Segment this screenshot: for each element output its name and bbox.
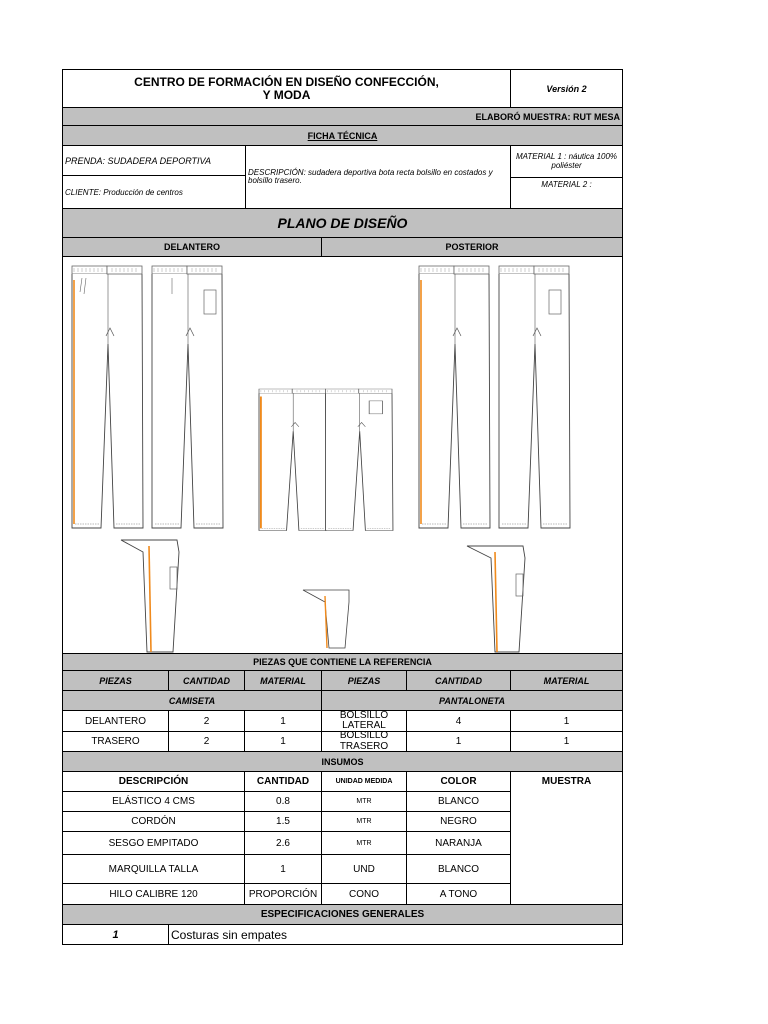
side-view-center [303, 590, 349, 648]
pants-technical-drawing [63, 256, 622, 653]
color-col-header: COLOR [406, 771, 511, 792]
insumo-cantidad: 0.8 [244, 791, 322, 812]
insumo-cantidad: 1 [244, 854, 322, 884]
pieza-cell: TRASERO [62, 731, 169, 752]
insumo-color: NEGRO [406, 811, 511, 832]
version-cell: Versión 2 [510, 69, 623, 108]
cantidad-cell: 2 [168, 731, 245, 752]
piezas-col-header: PIEZAS [62, 670, 169, 691]
descripcion-cell: DESCRIPCIÓN: sudadera deportiva bota recta bolsillo en costados y bolsillo trasero. [245, 145, 511, 209]
insumo-unidad: MTR [321, 831, 407, 855]
insumo-descripcion: CORDÓN [62, 811, 245, 832]
material-cell: 1 [244, 710, 322, 732]
insumo-color: A TONO [406, 883, 511, 905]
cantidad-cell: 2 [168, 710, 245, 732]
material-cell: 1 [510, 731, 623, 752]
pieza-cell: BOLSILLO TRASERO [321, 731, 407, 752]
insumos-title: INSUMOS [62, 751, 623, 772]
camiseta-group: CAMISETA [62, 690, 322, 711]
insumo-cantidad: 1.5 [244, 811, 322, 832]
material-1-cell: MATERIAL 1 : náutica 100% poliéster [510, 145, 623, 178]
insumo-color: BLANCO [406, 791, 511, 812]
insumo-descripcion: ELÁSTICO 4 CMS [62, 791, 245, 812]
spec-text: Costuras sin empates [168, 924, 623, 945]
cliente-cell: CLIENTE: Producción de centros [62, 175, 246, 209]
material-col-header-2: MATERIAL [510, 670, 623, 691]
descripcion-col-header: DESCRIPCIÓN [62, 771, 245, 792]
especificaciones-title: ESPECIFICACIONES GENERALES [62, 904, 623, 925]
cantidad-col-header: CANTIDAD [168, 670, 245, 691]
piezas-title: PIEZAS QUE CONTIENE LA REFERENCIA [62, 653, 623, 671]
pieza-cell: BOLSILLO LATERAL [321, 710, 407, 732]
material-cell: 1 [244, 731, 322, 752]
muestra-col-header: MUESTRA [510, 771, 623, 905]
insumo-unidad: CONO [321, 883, 407, 905]
plano-de-diseno-title: PLANO DE DISEÑO [62, 208, 623, 238]
insumo-descripcion: HILO CALIBRE 120 [62, 883, 245, 905]
insumo-descripcion: SESGO EMPITADO [62, 831, 245, 855]
elaboro-muestra: ELABORÓ MUESTRA: RUT MESA [62, 107, 623, 126]
prenda-cell: PRENDA: SUDADERA DEPORTIVA [62, 145, 246, 176]
spec-number: 1 [62, 924, 169, 945]
title-line-1: CENTRO DE FORMACIÓN EN DISEÑO CONFECCIÓN, [134, 74, 439, 89]
side-view-left [121, 540, 179, 652]
side-view-right [467, 546, 525, 652]
insumo-unidad: MTR [321, 811, 407, 832]
unidad-medida-col-header: UNIDAD MEDIDA [321, 771, 407, 792]
insumo-color: BLANCO [406, 854, 511, 884]
pieza-cell: DELANTERO [62, 710, 169, 732]
delantero-header: DELANTERO [62, 237, 322, 257]
insumo-cantidad: PROPORCIÓN [244, 883, 322, 905]
material-cell: 1 [510, 710, 623, 732]
front-view-pants [72, 266, 223, 528]
insumo-unidad: UND [321, 854, 407, 884]
pantaloneta-group: PANTALONETA [321, 690, 623, 711]
insumo-cantidad: 2.6 [244, 831, 322, 855]
ficha-tecnica-label: FICHA TÉCNICA [62, 125, 623, 146]
cantidad-col-header: CANTIDAD [244, 771, 322, 792]
back-view-pants [419, 266, 570, 528]
design-drawing-area [62, 256, 623, 653]
shorts-view [259, 389, 393, 530]
title-cell [62, 69, 511, 108]
insumo-color: NARANJA [406, 831, 511, 855]
material-col-header: MATERIAL [244, 670, 322, 691]
cantidad-cell: 4 [406, 710, 511, 732]
piezas-col-header-2: PIEZAS [321, 670, 407, 691]
insumo-descripcion: MARQUILLA TALLA [62, 854, 245, 884]
material-2-cell: MATERIAL 2 : [510, 177, 623, 209]
posterior-header: POSTERIOR [321, 237, 623, 257]
title-line-2: Y MODA [262, 87, 311, 102]
insumo-unidad: MTR [321, 791, 407, 812]
cantidad-cell: 1 [406, 731, 511, 752]
cantidad-col-header-2: CANTIDAD [406, 670, 511, 691]
